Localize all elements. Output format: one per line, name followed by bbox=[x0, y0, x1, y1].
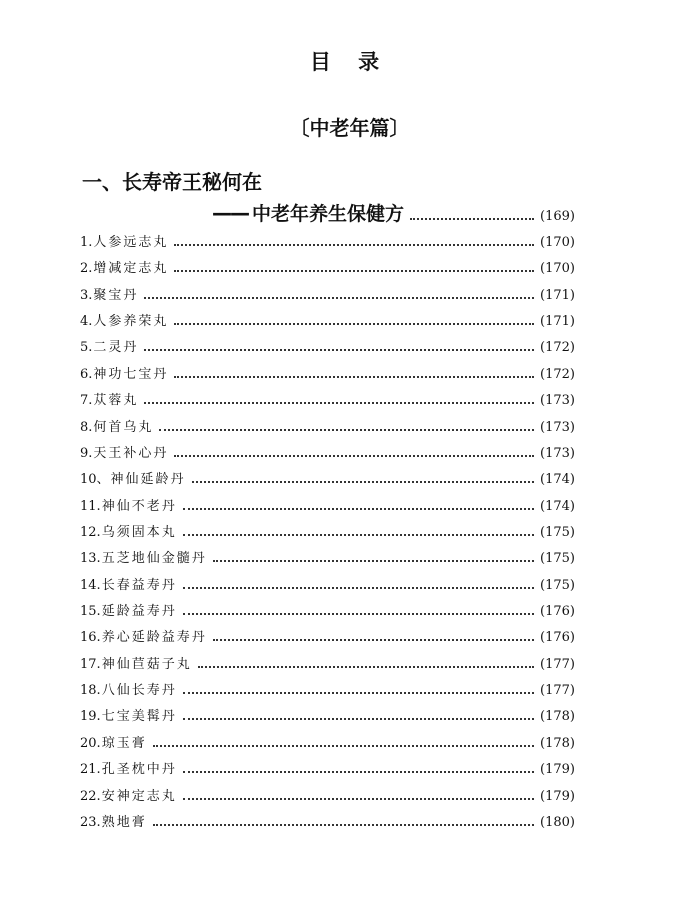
chapter-subtitle-row bbox=[212, 199, 575, 226]
leader-dots bbox=[213, 560, 534, 562]
leader-dots bbox=[192, 481, 534, 483]
page-number: (173) bbox=[540, 393, 575, 409]
entry-number: 23. bbox=[80, 814, 101, 830]
leader-dots bbox=[174, 244, 534, 246]
page-number: (170) bbox=[540, 261, 575, 277]
entry-title: 八仙长寿丹 bbox=[101, 683, 177, 699]
entry-title: 聚宝丹 bbox=[93, 287, 139, 303]
page-number: (171) bbox=[540, 287, 575, 303]
entry-title: 神功七宝丹 bbox=[93, 366, 169, 382]
entry-title: 孔圣枕中丹 bbox=[101, 762, 177, 778]
leader-dots bbox=[144, 297, 534, 299]
entry-number: 16. bbox=[80, 630, 101, 646]
page-number: (174) bbox=[540, 498, 575, 514]
leader-dots bbox=[174, 376, 534, 378]
toc-entry[interactable] bbox=[80, 758, 575, 784]
leader-dots bbox=[153, 824, 534, 826]
toc-entry[interactable] bbox=[80, 521, 575, 547]
toc-entry[interactable] bbox=[80, 310, 575, 336]
entry-title: 安神定志丸 bbox=[101, 788, 177, 804]
toc-entry[interactable] bbox=[80, 468, 575, 494]
entry-title: 人参远志丸 bbox=[93, 235, 169, 250]
entry-number: 22. bbox=[80, 788, 101, 804]
leader-dots bbox=[183, 771, 534, 773]
leader-dots bbox=[174, 323, 534, 325]
toc-entry[interactable] bbox=[80, 389, 575, 415]
entry-number: 11. bbox=[80, 498, 101, 514]
entry-number: 10、 bbox=[80, 472, 110, 488]
page-number: (178) bbox=[540, 735, 575, 751]
leader-dots bbox=[144, 349, 534, 351]
toc-entry[interactable] bbox=[80, 705, 575, 731]
entry-number: 21. bbox=[80, 762, 101, 778]
toc-entry[interactable] bbox=[80, 231, 575, 257]
entry-title: 人参养荣丸 bbox=[93, 314, 169, 330]
page-number: (175) bbox=[540, 524, 575, 540]
toc-entry[interactable] bbox=[80, 336, 575, 362]
toc-entry[interactable] bbox=[80, 284, 575, 310]
leader-dots bbox=[213, 639, 534, 641]
toc-entry[interactable] bbox=[80, 679, 575, 705]
page-number: (175) bbox=[540, 577, 575, 593]
leader-dots bbox=[198, 666, 534, 668]
chapter-subtitle: 中老年养生保健方 bbox=[252, 203, 405, 225]
toc-entry[interactable] bbox=[80, 363, 575, 389]
toc-entry[interactable] bbox=[80, 653, 575, 679]
leader-dots bbox=[174, 270, 534, 272]
entry-title: 神仙延龄丹 bbox=[110, 472, 186, 488]
entry-title: 琼玉膏 bbox=[101, 735, 147, 751]
entry-title: 苁蓉丸 bbox=[93, 393, 139, 409]
toc-entry[interactable] bbox=[80, 811, 575, 837]
entry-number: 1. bbox=[80, 235, 93, 250]
toc-entry[interactable] bbox=[80, 257, 575, 283]
entry-number: 7. bbox=[80, 393, 93, 409]
entry-title: 何首乌丸 bbox=[93, 419, 154, 435]
toc-entry[interactable] bbox=[80, 495, 575, 521]
leader-dots bbox=[183, 613, 534, 615]
leader-dots bbox=[410, 218, 534, 220]
entry-number: 6. bbox=[80, 366, 93, 382]
page-number: (173) bbox=[540, 419, 575, 435]
toc-entry[interactable] bbox=[80, 600, 575, 626]
page-number: (179) bbox=[540, 762, 575, 778]
page-number: (172) bbox=[540, 366, 575, 382]
leader-dots bbox=[153, 745, 534, 747]
leader-dots bbox=[174, 455, 534, 457]
page-number: (176) bbox=[540, 604, 575, 620]
leader-dots bbox=[183, 692, 534, 694]
page-number: (177) bbox=[540, 656, 575, 672]
entry-number: 13. bbox=[80, 551, 101, 567]
page-number: (173) bbox=[540, 445, 575, 461]
entry-number: 3. bbox=[80, 287, 93, 303]
entry-number: 20. bbox=[80, 735, 101, 751]
toc-list bbox=[80, 231, 575, 837]
entry-number: 2. bbox=[80, 261, 93, 277]
page-number: (176) bbox=[540, 630, 575, 646]
leader-dots bbox=[183, 798, 534, 800]
page-number: (174) bbox=[540, 472, 575, 488]
entry-title: 熟地膏 bbox=[101, 814, 147, 830]
toc-entry[interactable] bbox=[80, 626, 575, 652]
leader-dots bbox=[159, 429, 534, 431]
page-number: (180) bbox=[540, 814, 575, 830]
entry-number: 9. bbox=[80, 445, 93, 461]
entry-number: 8. bbox=[80, 419, 93, 435]
page-title: 目 录 bbox=[309, 50, 390, 74]
entry-title: 长春益寿丹 bbox=[101, 577, 177, 593]
page-number: (178) bbox=[540, 709, 575, 725]
entry-number: 15. bbox=[80, 604, 101, 620]
toc-entry[interactable] bbox=[80, 442, 575, 468]
entry-title: 神仙不老丹 bbox=[101, 498, 177, 514]
entry-title: 乌须固本丸 bbox=[101, 524, 177, 540]
page-number: (179) bbox=[540, 788, 575, 804]
entry-title: 天王补心丹 bbox=[93, 445, 169, 461]
page-number: (172) bbox=[540, 340, 575, 356]
entry-title: 七宝美髯丹 bbox=[101, 709, 177, 725]
entry-title: 延龄益寿丹 bbox=[101, 604, 177, 620]
entry-title: 五芝地仙金髓丹 bbox=[101, 551, 207, 567]
toc-entry[interactable] bbox=[80, 547, 575, 573]
entry-number: 14. bbox=[80, 577, 101, 593]
toc-entry[interactable] bbox=[80, 416, 575, 442]
page-number: (171) bbox=[540, 314, 575, 330]
entry-title: 养心延龄益寿丹 bbox=[101, 630, 207, 646]
entry-number: 18. bbox=[80, 683, 101, 699]
toc-entry[interactable] bbox=[80, 785, 575, 811]
subtitle-dash: —— bbox=[212, 201, 248, 225]
leader-dots bbox=[144, 402, 534, 404]
page-number: (169) bbox=[540, 209, 575, 224]
leader-dots bbox=[183, 587, 534, 589]
toc-entry[interactable] bbox=[80, 574, 575, 600]
entry-title: 二灵丹 bbox=[93, 340, 139, 356]
entry-number: 17. bbox=[80, 656, 101, 672]
leader-dots bbox=[183, 718, 534, 720]
page-number: (175) bbox=[540, 551, 575, 567]
toc-entry[interactable] bbox=[80, 732, 575, 758]
part-heading: 〔中老年篇〕 bbox=[289, 116, 410, 140]
page-number: (170) bbox=[540, 235, 575, 250]
chapter-heading: 一、长寿帝王秘何在 bbox=[82, 170, 262, 194]
entry-number: 12. bbox=[80, 524, 101, 540]
entry-number: 4. bbox=[80, 314, 93, 330]
entry-title: 神仙苣菇子丸 bbox=[101, 656, 192, 672]
entry-title: 增减定志丸 bbox=[93, 261, 169, 277]
leader-dots bbox=[183, 534, 534, 536]
entry-number: 5. bbox=[80, 340, 93, 356]
page-number: (177) bbox=[540, 683, 575, 699]
entry-number: 19. bbox=[80, 709, 101, 725]
leader-dots bbox=[183, 508, 534, 510]
